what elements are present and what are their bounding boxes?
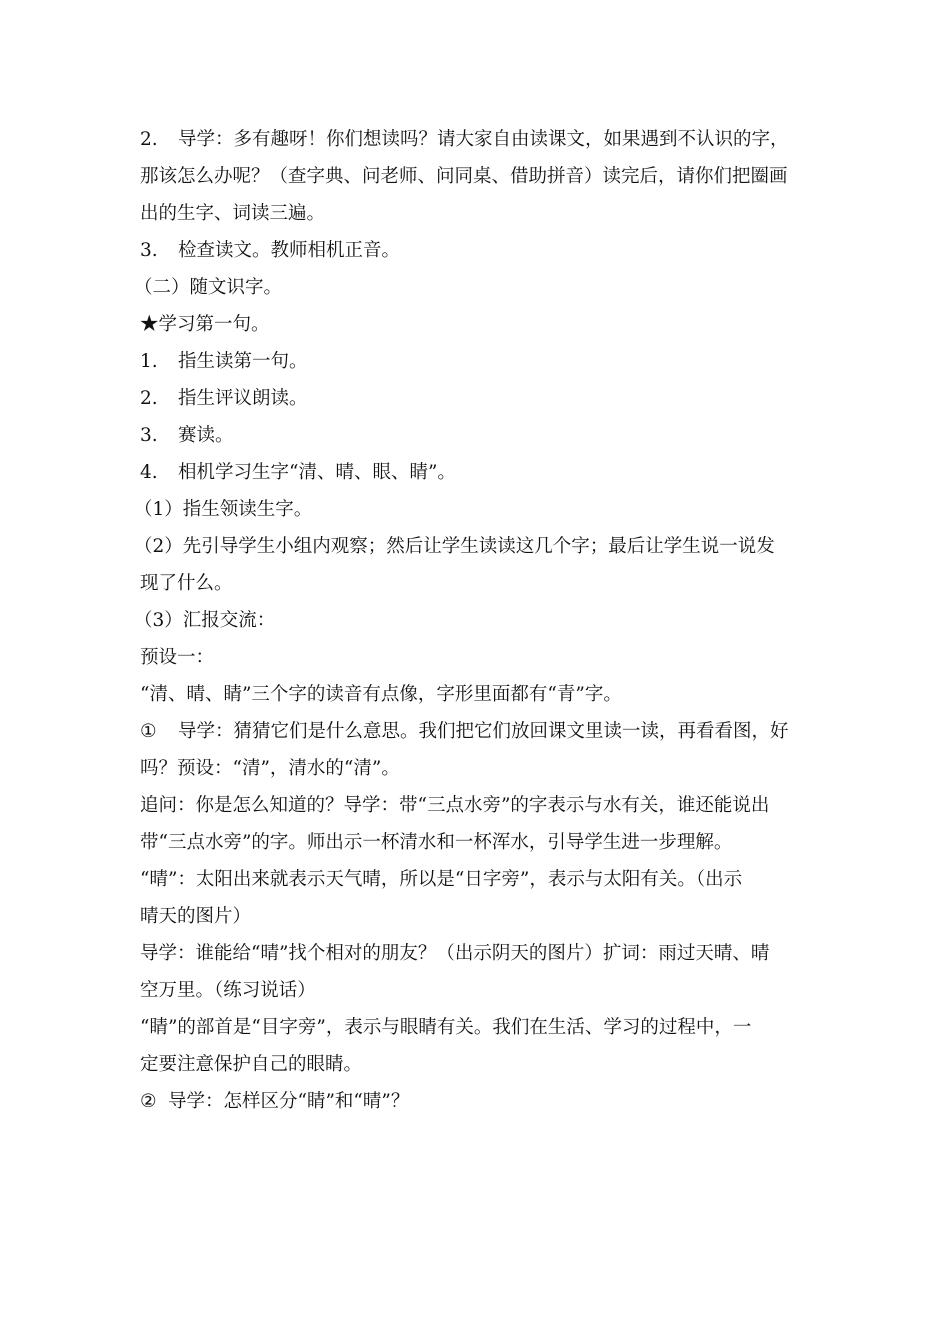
text-line bbox=[140, 1083, 812, 1120]
text-line bbox=[140, 824, 812, 861]
text-line bbox=[140, 1046, 812, 1083]
text-line bbox=[140, 1009, 812, 1046]
text-line bbox=[140, 639, 812, 676]
line-text: 赛读。 bbox=[178, 425, 234, 446]
line-text: 吗？预设：“清”，清水的“清”。 bbox=[140, 758, 400, 779]
line-text: 相机学习生字“清、晴、眼、睛”。 bbox=[178, 462, 456, 483]
line-text: 导学：猜猜它们是什么意思。我们把它们放回课文里读一读，再看看图，好 bbox=[178, 721, 789, 742]
text-line bbox=[134, 602, 812, 639]
list-number: 3. bbox=[140, 240, 158, 261]
text-line bbox=[140, 306, 812, 343]
line-text: 指生评议朗读。 bbox=[178, 388, 308, 409]
text-line bbox=[140, 417, 812, 454]
line-text: 定要注意保护自己的眼睛。 bbox=[140, 1054, 363, 1075]
text-line bbox=[140, 935, 812, 972]
line-text: 现了什么。 bbox=[140, 573, 233, 594]
text-line bbox=[140, 713, 812, 750]
line-text: 那该怎么办呢？（查字典、问老师、问同桌、借助拼音）读完后，请你们把圈画 bbox=[140, 166, 788, 187]
text-line bbox=[140, 380, 812, 417]
text-line bbox=[140, 750, 812, 787]
list-number: 2. bbox=[140, 129, 158, 150]
line-text: 导学：怎样区分“睛”和“晴”？ bbox=[168, 1091, 410, 1112]
text-line bbox=[140, 565, 812, 602]
text-line bbox=[134, 528, 812, 565]
line-text: （3）汇报交流： bbox=[134, 610, 276, 631]
text-line bbox=[140, 343, 812, 380]
text-line bbox=[140, 195, 812, 232]
line-text: 带“三点水旁”的字。师出示一杯清水和一杯浑水，引导学生进一步理解。 bbox=[140, 832, 733, 853]
line-text: 晴天的图片） bbox=[140, 906, 252, 927]
text-line bbox=[140, 972, 812, 1009]
line-text: “清、晴、睛”三个字的读音有点像，字形里面都有“青”字。 bbox=[140, 684, 622, 705]
text-line bbox=[140, 787, 812, 824]
text-line bbox=[140, 861, 812, 898]
list-number: ② bbox=[140, 1091, 157, 1112]
list-number: 2. bbox=[140, 388, 158, 409]
list-number: 1. bbox=[140, 351, 158, 372]
document-body bbox=[134, 121, 812, 1120]
line-text: “晴”：太阳出来就表示天气晴，所以是“日字旁”，表示与太阳有关。（出示 bbox=[140, 869, 743, 890]
line-text: 指生读第一句。 bbox=[178, 351, 308, 372]
line-text: ★学习第一句。 bbox=[140, 314, 270, 335]
text-line bbox=[140, 158, 812, 195]
text-line bbox=[140, 121, 812, 158]
line-text: 空万里。（练习说话） bbox=[140, 980, 316, 1001]
text-line bbox=[140, 454, 812, 491]
line-text: （1）指生领读生字。 bbox=[134, 499, 313, 520]
text-line bbox=[140, 898, 812, 935]
line-text: 追问：你是怎么知道的？导学：带“三点水旁”的字表示与水有关，谁还能说出 bbox=[140, 795, 770, 816]
line-text: “睛”的部首是“目字旁”，表示与眼睛有关。我们在生活、学习的过程中，一 bbox=[140, 1017, 752, 1038]
line-text: （二）随文识字。 bbox=[134, 277, 283, 298]
line-text: 导学：谁能给“晴”找个相对的朋友？（出示阴天的图片）扩词：雨过天晴、晴 bbox=[140, 943, 770, 964]
text-line bbox=[134, 491, 812, 528]
line-text: 预设一： bbox=[140, 647, 215, 668]
text-line bbox=[140, 676, 812, 713]
line-text: 导学：多有趣呀！你们想读吗？请大家自由读课文，如果遇到不认识的字， bbox=[178, 129, 789, 150]
list-number: ① bbox=[140, 721, 157, 742]
list-number: 3. bbox=[140, 425, 158, 446]
text-line bbox=[134, 269, 812, 306]
line-text: 出的生字、词读三遍。 bbox=[140, 203, 326, 224]
list-number: 4. bbox=[140, 462, 158, 483]
line-text: （2）先引导学生小组内观察；然后让学生读读这几个字；最后让学生说一说发 bbox=[134, 536, 775, 557]
line-text: 检查读文。教师相机正音。 bbox=[178, 240, 401, 261]
text-line bbox=[140, 232, 812, 269]
